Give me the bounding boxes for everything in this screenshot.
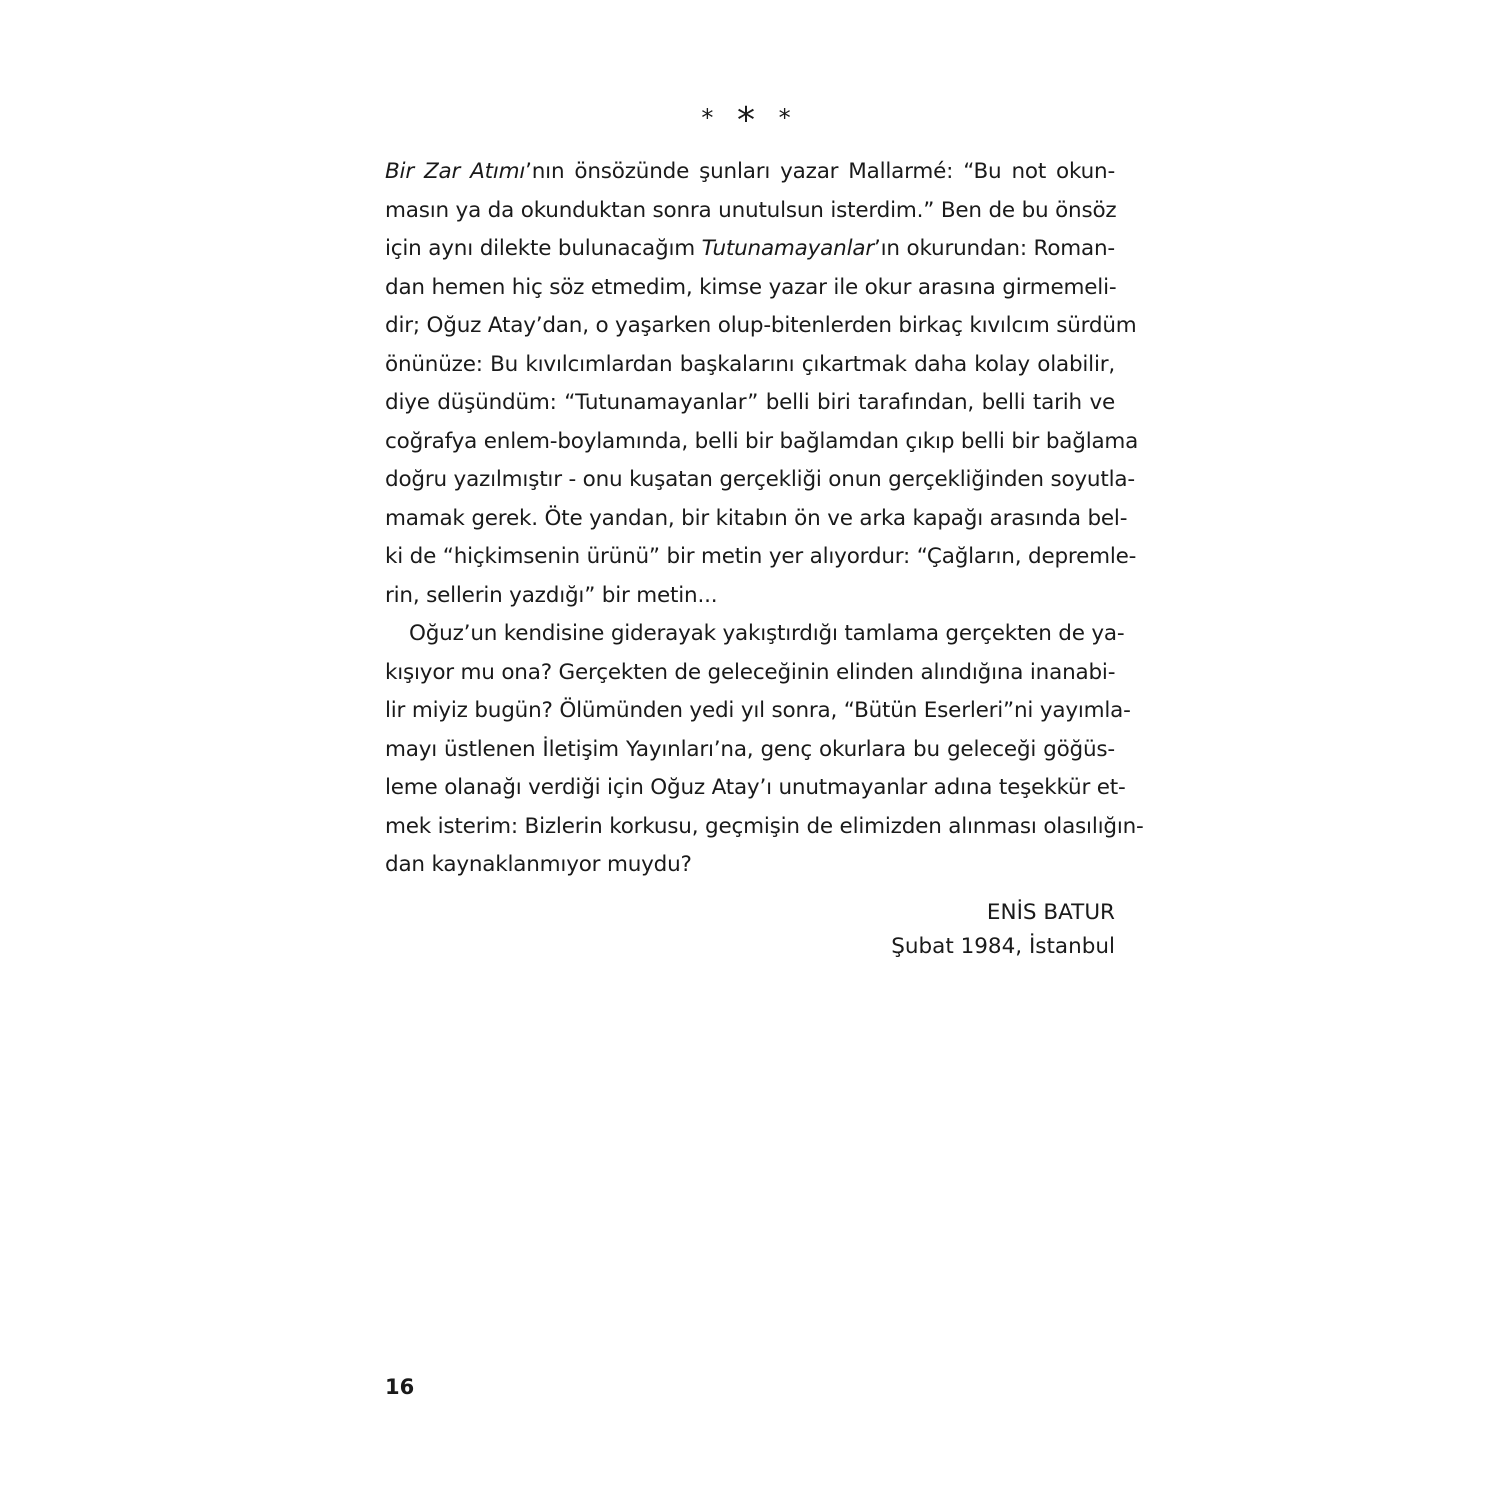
- author-name: ENİS BATUR: [986, 900, 1115, 925]
- italic-title: Bir Zar Atımı: [385, 159, 526, 184]
- text-line: [385, 423, 1139, 462]
- text-line: [385, 153, 1115, 192]
- text-line: [385, 654, 1115, 693]
- text-line: [385, 731, 1115, 770]
- page-number: 16: [385, 1375, 415, 1399]
- text-segment: mayı üstlenen İletişim Yayınları’na, genç okurlara bu geleceği göğüs-: [385, 736, 1115, 762]
- text-line: [385, 346, 1115, 385]
- text-segment: Oğuz’un kendisine giderayak yakıştırdığı tamlama gerçekten de ya-: [409, 621, 1125, 646]
- italic-title: Tutunamayanlar: [701, 236, 874, 261]
- text-segment: dir; Oğuz Atay’dan, o yaşarken olup-bitenlerden birkaç kıvılcım sürdüm: [385, 313, 1137, 338]
- section-ornament: [385, 100, 1115, 139]
- text-segment: için aynı dilekte bulunacağım: [385, 236, 702, 261]
- text-line: [385, 500, 1128, 539]
- paragraph: [385, 615, 1144, 885]
- text-line: [385, 846, 1115, 885]
- text-segment: diye düşündüm: “Tutunamayanlar” belli biri tarafından, belli tarih ve: [385, 390, 1115, 415]
- ornament-star-left: *: [701, 104, 722, 132]
- text-segment: doğru yazılmıştır - onu kuşatan gerçekliği onun gerçekliğinden soyutla-: [385, 467, 1135, 492]
- text-line: [385, 769, 1126, 808]
- text-line: [385, 384, 1115, 423]
- text-line: [385, 461, 1135, 500]
- text-line: [385, 692, 1131, 731]
- text-segment: ki de “hiçkimsenin ürünü” bir metin yer alıyordur: “Çağların, depremle-: [385, 544, 1137, 569]
- text-segment: dan hemen hiç söz etmedim, kimse yazar ile okur arasına girmemeli-: [385, 274, 1117, 300]
- text-segment: masın ya da okunduktan sonra unutulsun isterdim.” Ben de bu önsöz: [385, 197, 1117, 223]
- text-segment: önünüze: Bu kıvılcımlardan başkalarını çıkartmak daha kolay olabilir,: [385, 351, 1115, 377]
- text-line: [385, 230, 1115, 269]
- text-segment: leme olanağı verdiği için Oğuz Atay’ı unutmayanlar adına teşekkür et-: [385, 775, 1126, 800]
- date-place: Şubat 1984, İstanbul: [891, 934, 1115, 959]
- text-segment: mamak gerek. Öte yandan, bir kitabın ön ve arka kapağı arasında bel-: [385, 505, 1128, 531]
- ornament-star-center: *: [737, 100, 763, 141]
- text-segment: ’ın okurundan: Roman-: [873, 236, 1115, 261]
- text-line: [385, 192, 1115, 231]
- ornament-star-right: *: [778, 104, 799, 132]
- signature: [891, 896, 1115, 964]
- text-line: [385, 269, 1115, 308]
- text-line: [385, 538, 1137, 577]
- text-line: [385, 577, 1115, 616]
- text-segment: kışıyor mu ona? Gerçekten de geleceğinin elinden alındığına inanabi-: [385, 659, 1116, 685]
- text-segment: lir miyiz bugün? Ölümünden yedi yıl sonra, “Bütün Eserleri”ni yayımla-: [385, 698, 1131, 723]
- paragraph: [385, 153, 1139, 615]
- text-line: [385, 615, 1125, 654]
- text-line: [385, 307, 1137, 346]
- text-segment: dan kaynaklanmıyor muydu?: [385, 852, 692, 877]
- text-segment: mek isterim: Bizlerin korkusu, geçmişin de elimizden alınması olasılığın-: [385, 813, 1144, 839]
- text-segment: ’nın önsözünde şunları yazar Mallarmé: “Bu not okun-: [525, 159, 1116, 184]
- text-segment: coğrafya enlem-boylamında, belli bir bağlamdan çıkıp belli bir bağlama: [385, 428, 1139, 454]
- text-line: [385, 808, 1144, 847]
- text-segment: rin, sellerin yazdığı” bir metin...: [385, 582, 718, 608]
- body-text: [385, 153, 1144, 885]
